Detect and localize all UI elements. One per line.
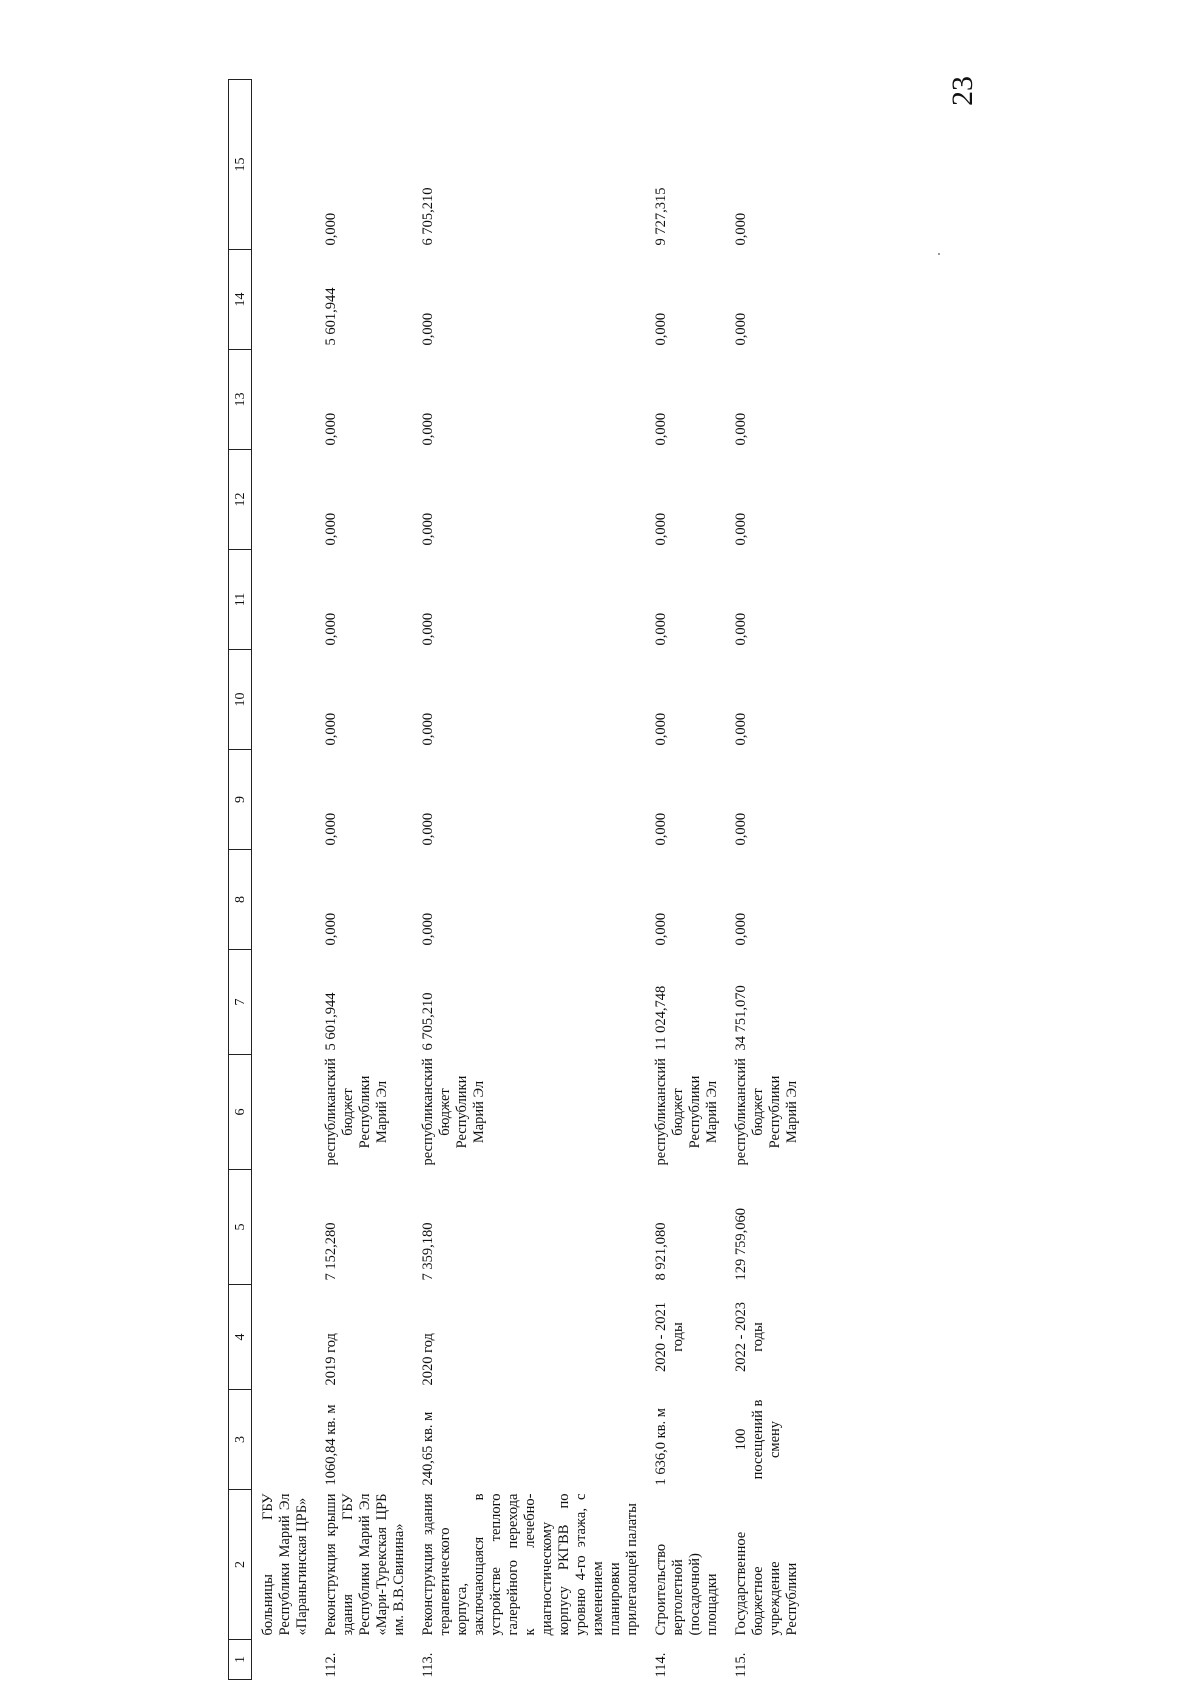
capacity: 1 636,0 кв. м (653, 1408, 669, 1486)
value-col15: 6 705,210 (420, 187, 436, 246)
period (252, 1285, 318, 1390)
value-col12: 0,000 (323, 512, 339, 546)
table-row (727, 80, 807, 1680)
row-number (252, 1640, 318, 1680)
object-name: больницы ГБУ Республики Марий Эл «Параньгинская ЦРБ» (260, 1493, 310, 1636)
row-number: 112. (323, 1652, 339, 1678)
value-col7 (252, 950, 318, 1055)
value-col9: 0,000 (653, 812, 669, 846)
value-col7: 6 705,210 (420, 992, 436, 1051)
value-col10: 0,000 (323, 712, 339, 746)
period: 2019 год (323, 1333, 339, 1386)
table-row (414, 80, 647, 1680)
cost: 7 152,280 (323, 1222, 339, 1281)
funding-source (252, 1055, 318, 1170)
funding-source: республиканский бюджет Республики Марий Эл (733, 1058, 800, 1166)
header-cell: 10 (229, 650, 252, 750)
value-col14 (252, 250, 318, 350)
header-cell: 8 (229, 850, 252, 950)
row-number: 113. (420, 1652, 436, 1678)
header-cell: 7 (229, 950, 252, 1055)
value-col15 (252, 80, 318, 250)
table-row (647, 80, 727, 1680)
value-col11: 0,000 (733, 612, 749, 646)
funding-source: республиканский бюджет Республики Марий Эл (420, 1058, 487, 1166)
value-col13 (252, 350, 318, 450)
header-cell: 13 (229, 350, 252, 450)
value-col8: 0,000 (323, 912, 339, 946)
value-col11: 0,000 (323, 612, 339, 646)
value-col11: 0,000 (653, 612, 669, 646)
header-cell: 2 (229, 1490, 252, 1640)
value-col9: 0,000 (733, 812, 749, 846)
header-cell: 12 (229, 450, 252, 550)
value-col15: 0,000 (323, 212, 339, 246)
value-col13: 0,000 (653, 412, 669, 446)
value-col7: 34 751,070 (733, 985, 749, 1051)
value-col8: 0,000 (733, 912, 749, 946)
value-col8: 0,000 (420, 912, 436, 946)
object-name: Государственное бюджетное учреждение Республики (733, 1531, 800, 1636)
value-col7: 5 601,944 (323, 992, 339, 1051)
header-cell: 15 (229, 80, 252, 250)
value-col10 (252, 650, 318, 750)
row-number: 115. (733, 1652, 749, 1678)
value-col15: 9 727,315 (653, 187, 669, 246)
table-row (317, 80, 414, 1680)
value-col11 (252, 550, 318, 650)
header-cell: 6 (229, 1055, 252, 1170)
value-col13: 0,000 (420, 412, 436, 446)
value-col9 (252, 750, 318, 850)
value-col10: 0,000 (420, 712, 436, 746)
header-cell: 14 (229, 250, 252, 350)
rotated-table-container (228, 80, 1008, 1680)
capacity: 1060,84 кв. м (323, 1404, 339, 1486)
period: 2022 - 2023 годы (733, 1301, 766, 1373)
program-table (228, 79, 807, 1680)
cost: 7 359,180 (420, 1222, 436, 1281)
page-number: 23 (946, 76, 979, 106)
funding-source: республиканский бюджет Республики Марий Эл (653, 1058, 720, 1166)
object-name: Строительство вертолетной (посадочной) площадки (653, 1543, 720, 1636)
header-cell: 5 (229, 1170, 252, 1285)
value-col8: 0,000 (653, 912, 669, 946)
value-col14: 0,000 (420, 312, 436, 346)
value-col13: 0,000 (323, 412, 339, 446)
header-cell: 9 (229, 750, 252, 850)
value-col14: 0,000 (733, 312, 749, 346)
header-cell: 4 (229, 1285, 252, 1390)
cost: 8 921,080 (653, 1222, 669, 1281)
object-name: Реконструкция крыши здания ГБУ Республики Марий Эл «Мари-Турекская ЦРБ им. В.В.Свинина» (323, 1493, 407, 1636)
value-col10: 0,000 (653, 712, 669, 746)
header-cell: 11 (229, 550, 252, 650)
value-col11: 0,000 (420, 612, 436, 646)
header-row (229, 80, 252, 1680)
value-col13: 0,000 (733, 412, 749, 446)
table-row (252, 80, 318, 1680)
header-cell: 1 (229, 1640, 252, 1680)
value-col12 (252, 450, 318, 550)
cost (252, 1170, 318, 1285)
capacity: 240,65 кв. м (420, 1411, 436, 1486)
cost: 129 759,060 (733, 1208, 749, 1281)
value-col12: 0,000 (653, 512, 669, 546)
value-col12: 0,000 (733, 512, 749, 546)
value-col8 (252, 850, 318, 950)
value-col15: 0,000 (733, 212, 749, 246)
value-col9: 0,000 (420, 812, 436, 846)
value-col9: 0,000 (323, 812, 339, 846)
object-name: Реконструкция здания терапевтического корпуса, заключающаяся в устройстве теплого галерейного перехода к лечебно-диагностическому корпусу РКГВВ по уровню 4-го этажа, с изменением планировки прилегающей палаты (420, 1493, 640, 1636)
period: 2020 - 2021 годы (653, 1301, 686, 1373)
value-col14: 5 601,944 (323, 287, 339, 346)
value-col7: 11 024,748 (653, 985, 669, 1051)
capacity: 100 посещений в смену (733, 1399, 783, 1480)
capacity (252, 1390, 318, 1490)
value-col12: 0,000 (420, 512, 436, 546)
row-number: 114. (653, 1652, 669, 1678)
value-col14: 0,000 (653, 312, 669, 346)
funding-source: республиканский бюджет Республики Марий Эл (323, 1058, 390, 1166)
header-cell: 3 (229, 1390, 252, 1490)
value-col10: 0,000 (733, 712, 749, 746)
period: 2020 год (420, 1333, 436, 1386)
